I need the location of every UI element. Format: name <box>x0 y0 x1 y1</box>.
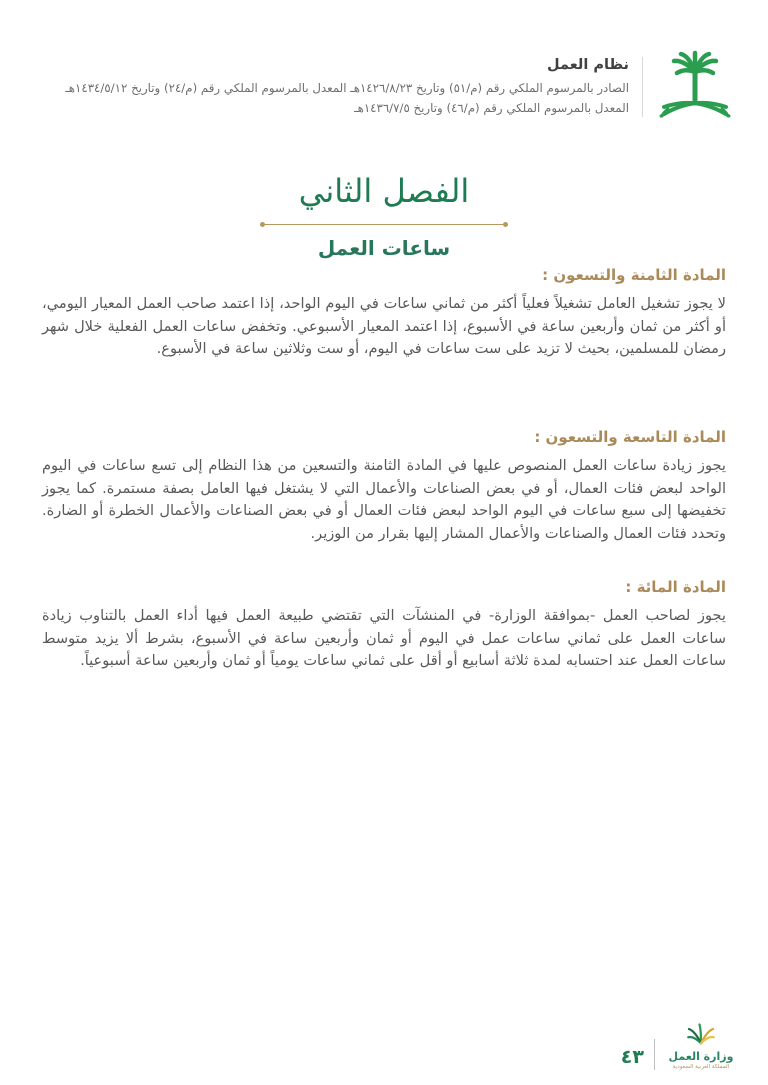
article-100 <box>42 576 726 673</box>
chapter-heading <box>0 168 768 262</box>
decree-line-1: الصادر بالمرسوم الملكي رقم (م/٥١) وتاريخ ١٤٢٦/٨/٢٣هـ المعدل بالمرسوم الملكي رقم (م/٢٤) وتاريخ ١٤٣٤/٥/١٢هـ <box>65 80 629 95</box>
ministry-name: وزارة العمل <box>668 1050 734 1063</box>
article-100-body: يجوز لصاحب العمل -بموافقة الوزارة- في المنشآت التي تقتضي طبيعة العمل فيها أداء العمل بالتناوب زيادة ساعات العمل على ثماني ساعات عمل في اليوم أو ثمان وأربعين ساعة في الأسبوع، بشرط ألا يزيد متوسط ساعات العمل عند احتسابه لمدة ثلاثة أسابيع أو أقل على ثماني ساعات يومياً أو ثمان وأربعين ساعة أسبوعياً. <box>42 607 726 670</box>
saudi-emblem-icon <box>656 46 734 128</box>
article-98 <box>42 264 726 361</box>
document-title: نظام العمل <box>547 56 629 73</box>
chapter-title: الفصل الثاني <box>298 172 470 210</box>
ministry-logo <box>665 1020 737 1071</box>
ministry-palm-icon <box>686 1020 716 1050</box>
chapter-subtitle: ساعات العمل <box>317 236 451 260</box>
article-98-body: لا يجوز تشغيل العامل تشغيلاً فعلياً أكثر من ثماني ساعات في اليوم الواحد، إذا اعتمد صاحب العمل المعيار اليومي، أو أكثر من ثمان وأربعين ساعة في الأسبوع، إذا اعتمد المعيار الأسبوعي. وتخفض ساعات العمل الفعلية خلال شهر رمضان للمسلمين، بحيث لا تزيد على ست ساعات في اليوم، أو ست وثلاثين ساعة في الأسبوع. <box>42 295 726 358</box>
page-header <box>34 46 734 128</box>
article-99-heading: المادة التاسعة والتسعون : <box>534 428 726 446</box>
header-divider <box>642 57 643 117</box>
footer-divider <box>654 1039 655 1070</box>
page-number: ٤٣ <box>620 1046 644 1068</box>
page-footer <box>621 1020 737 1071</box>
divider-line <box>265 224 503 225</box>
divider-dot <box>260 222 265 227</box>
article-99-body: يجوز زيادة ساعات العمل المنصوص عليها في المادة الثامنة والتسعين من هذا النظام إلى تسع ساعات في اليوم الواحد لبعض فئات العمال، أو في بعض الصناعات والأعمال التي لا يشتغل فيها العامل بصفة مستمرة. كما يجوز تخفيضها إلى سبع ساعات في اليوم الواحد لبعض فئات العمال أو في بعض الصناعات والأعمال الخطرة أو الضارة. وتحدد فئات العمال والصناعات والأعمال المشار إليها بقرار من الوزير. <box>42 457 726 542</box>
header-text-block <box>34 57 629 118</box>
chapter-divider <box>260 222 508 227</box>
ministry-subtitle: المملكة العربية السعودية <box>672 1064 730 1070</box>
decree-line-2: المعدل بالمرسوم الملكي رقم (م/٤٦) وتاريخ ١٤٣٦/٧/٥هـ <box>354 100 629 115</box>
article-98-heading: المادة الثامنة والتسعون : <box>542 266 726 284</box>
divider-dot <box>503 222 508 227</box>
article-100-heading: المادة المائة : <box>625 578 726 596</box>
article-99 <box>42 426 726 545</box>
